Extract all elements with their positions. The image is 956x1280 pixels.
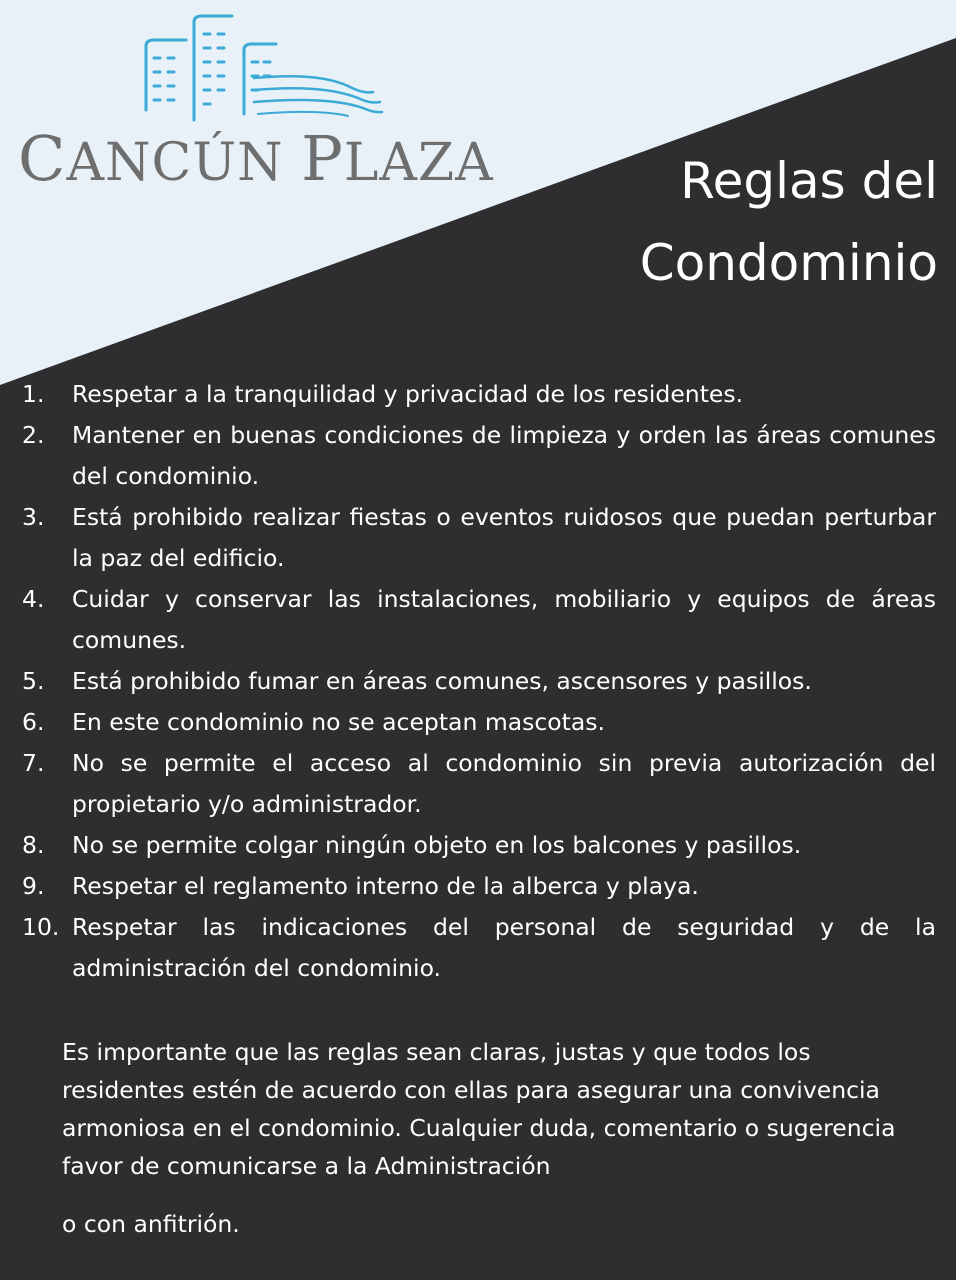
rule-number: 5. (22, 667, 45, 695)
rule-item (22, 702, 936, 743)
rule-number: 4. (22, 585, 45, 613)
rule-item (22, 907, 936, 989)
rule-text: Mantener en buenas condiciones de limpieza y orden las áreas comunes del condominio. (72, 421, 936, 490)
closing-note-last-line: o con anfitrión. (62, 1210, 240, 1238)
title-line-1: Reglas del (680, 152, 938, 210)
rule-text: No se permite colgar ningún objeto en los balcones y pasillos. (72, 831, 802, 859)
rule-item (22, 374, 936, 415)
rule-number: 2. (22, 421, 45, 449)
rule-number: 7. (22, 749, 45, 777)
rule-item (22, 415, 936, 497)
rule-text: En este condominio no se aceptan mascotas. (72, 708, 605, 736)
closing-note (62, 1033, 932, 1243)
title-line-2: Condominio (639, 234, 938, 292)
rule-item (22, 497, 936, 579)
rules-list (22, 374, 936, 989)
rule-number: 9. (22, 872, 45, 900)
rule-number: 10. (22, 913, 60, 941)
rule-number: 1. (22, 380, 45, 408)
rule-item (22, 866, 936, 907)
rule-number: 3. (22, 503, 45, 531)
brand-logo-text: CANCÚN PLAZA (18, 122, 494, 195)
rule-text: Respetar las indicaciones del personal de seguridad y de la administración del condominio. (72, 913, 936, 982)
rule-number: 8. (22, 831, 45, 859)
rule-text: Respetar a la tranquilidad y privacidad de los residentes. (72, 380, 744, 408)
rule-text: Está prohibido realizar fiestas o eventos ruidosos que puedan perturbar la paz del edificio. (72, 503, 936, 572)
page-title (518, 140, 938, 304)
closing-note-text: Es importante que las reglas sean claras, justas y que todos los residentes estén de acuerdo con ellas para asegurar una convivencia armoniosa en el condominio. Cualquier duda, comentario o sugerencia favor de comunicarse a la Administración (62, 1038, 896, 1180)
rule-item (22, 743, 936, 825)
rule-item (22, 661, 936, 702)
rule-item (22, 825, 936, 866)
rule-text: Respetar el reglamento interno de la alberca y playa. (72, 872, 699, 900)
rule-text: No se permite el acceso al condominio sin previa autorización del propietario y/o administrador. (72, 749, 936, 818)
rule-text: Cuidar y conservar las instalaciones, mobiliario y equipos de áreas comunes. (72, 585, 936, 654)
rule-number: 6. (22, 708, 45, 736)
rule-text: Está prohibido fumar en áreas comunes, ascensores y pasillos. (72, 667, 812, 695)
rule-item (22, 579, 936, 661)
